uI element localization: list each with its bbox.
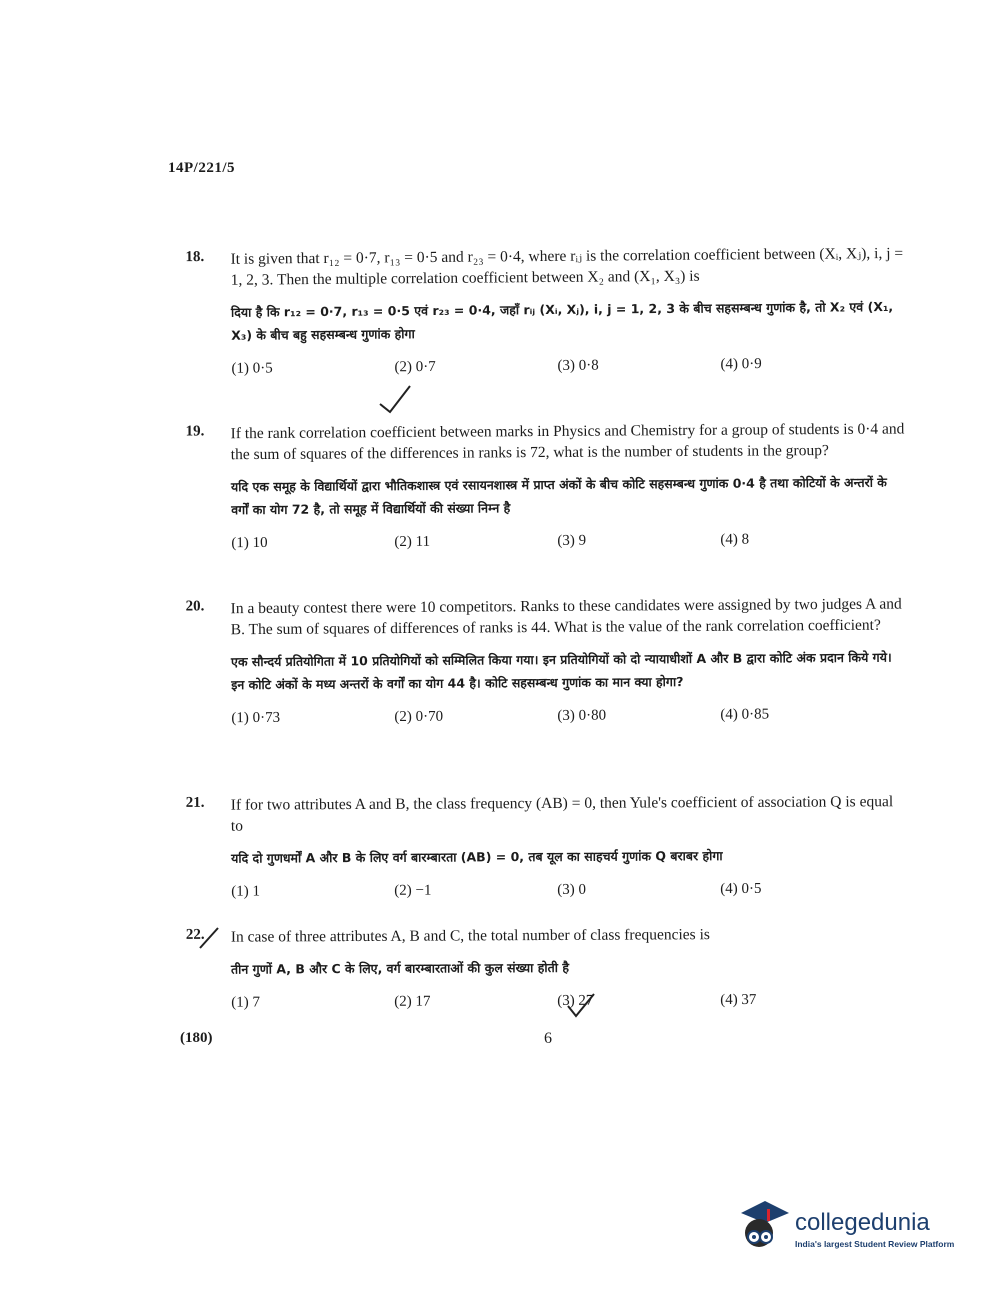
options-list — [231, 355, 906, 378]
strike-mark-icon — [196, 926, 222, 952]
question-text-hindi: एक सौन्दर्य प्रतियोगिता में 10 प्रतियोगियों को सम्मिलित किया गया। इन प्रतियोगियों को दो न्यायाधीशों A और B द्वारा कोटि अंक प्रदान किये गये। इन कोटि अंकों के मध्य अन्तरों के वर्गों का योग 44 है। कोटि सहसम्बन्ध गुणांक का मान क्या होगा? — [230, 649, 892, 693]
option-2[interactable]: (2) 0·70 — [394, 708, 444, 726]
option-1[interactable]: (1) 1 — [231, 883, 261, 900]
page-number: 6 — [544, 1030, 552, 1047]
option-1[interactable]: (1) 0·5 — [231, 360, 273, 377]
option-2[interactable]: (2) −1 — [394, 882, 432, 899]
question-text-english: If for two attributes A and B, the class frequency (AB) = 0, then Yule's coefficient of association Q is equal to — [230, 793, 894, 835]
option-1[interactable]: (1) 10 — [231, 534, 268, 552]
paper-code: 14P/221/5 — [168, 160, 235, 176]
options-list — [231, 705, 906, 727]
option-4[interactable]: (4) 0·5 — [720, 880, 762, 898]
collegedunia-logo — [733, 1195, 963, 1255]
question-text-english: In case of three attributes A, B and C, the total number of class frequencies is — [230, 926, 710, 946]
option-3[interactable]: (3) 27 — [557, 992, 594, 1009]
option-4[interactable]: (4) 8 — [720, 531, 750, 548]
question-text-hindi: तीन गुणों A, B और C के लिए, वर्ग बारम्बारताओं की कुल संख्या होती है — [230, 959, 570, 977]
logo-name: collegedunia — [795, 1209, 930, 1236]
tick-mark-icon — [378, 384, 414, 416]
question-number: 20. — [185, 598, 205, 615]
mascot-icon — [733, 1195, 793, 1255]
logo-tagline: India's largest Student Review Platform — [795, 1239, 955, 1249]
question-22 — [186, 923, 906, 1012]
option-2[interactable]: (2) 17 — [394, 993, 431, 1010]
question-text-english: If the rank correlation coefficient between marks in Physics and Chemistry for a group of students is 0·4 and the sum of squares of the differences in ranks is 72, what is the number of students in the group? — [230, 420, 905, 464]
question-text-english: It is given that r₁₂ = 0·7, r₁₃ = 0·5 and r₂₃ = 0·4, where rᵢⱼ is the correlation coefficient between (Xᵢ, Xⱼ), i, j = 1, 2, 3. Then the multiple correlation coefficient between X₂ and (X₁, X₃) is — [230, 244, 904, 289]
option-3[interactable]: (3) 0·8 — [557, 357, 599, 374]
question-text-hindi: यदि दो गुणधर्मों A और B के लिए वर्ग बारम्बारता (AB) = 0, तब यूल का साहचर्य गुणांक Q बराबर होगा — [231, 848, 723, 866]
question-21 — [186, 791, 907, 901]
question-text-hindi: दिया है कि r₁₂ = 0·7, r₁₃ = 0·5 एवं r₂₃ = 0·4, जहाँ rᵢⱼ (Xᵢ, Xⱼ), i, j = 1, 2, 3 के बीच सहसम्बन्ध गुणांक है, तो X₂ एवं (X₁, X₃) के बीच बहु सहसम्बन्ध गुणांक होगा — [230, 298, 894, 343]
option-4[interactable]: (4) 0·85 — [720, 706, 770, 723]
options-list — [231, 880, 906, 901]
question-text-hindi: यदि एक समूह के विद्यार्थियों द्वारा भौतिकशास्त्र एवं रसायनशास्त्र में प्राप्त अंकों के बीच कोटि सहसम्बन्ध गुणांक 0·4 है तथा कोटियों के अन्तरों के वर्गों का योग 72 है, तो समूह में विद्यार्थियों की संख्या निम्न है — [230, 474, 887, 518]
option-3[interactable]: (3) 9 — [557, 532, 587, 549]
option-4[interactable]: (4) 37 — [720, 991, 757, 1009]
options-list — [231, 530, 906, 552]
option-2[interactable]: (2) 0·7 — [394, 358, 436, 376]
option-1[interactable]: (1) 7 — [231, 994, 260, 1011]
question-number: 19. — [185, 423, 205, 440]
option-4[interactable]: (4) 0·9 — [720, 356, 762, 373]
option-1[interactable]: (1) 0·73 — [231, 709, 281, 727]
question-number: 22. — [185, 926, 205, 943]
option-3[interactable]: (3) 0·80 — [557, 707, 607, 724]
question-18 — [185, 243, 906, 378]
footer-code: (180) — [180, 1030, 213, 1046]
question-number: 21. — [185, 794, 205, 811]
option-3[interactable]: (3) 0 — [557, 881, 587, 898]
question-text-english: In a beauty contest there were 10 competitors. Ranks to these candidates were assigned by two judges A and B. The sum of squares of differences of ranks is 44. What is the value of the rank correlation coefficient? — [230, 595, 902, 639]
question-19 — [186, 418, 907, 552]
question-number: 18. — [185, 248, 205, 266]
question-20 — [186, 593, 907, 727]
option-2[interactable]: (2) 11 — [394, 533, 431, 551]
tick-mark-icon — [566, 990, 596, 1020]
